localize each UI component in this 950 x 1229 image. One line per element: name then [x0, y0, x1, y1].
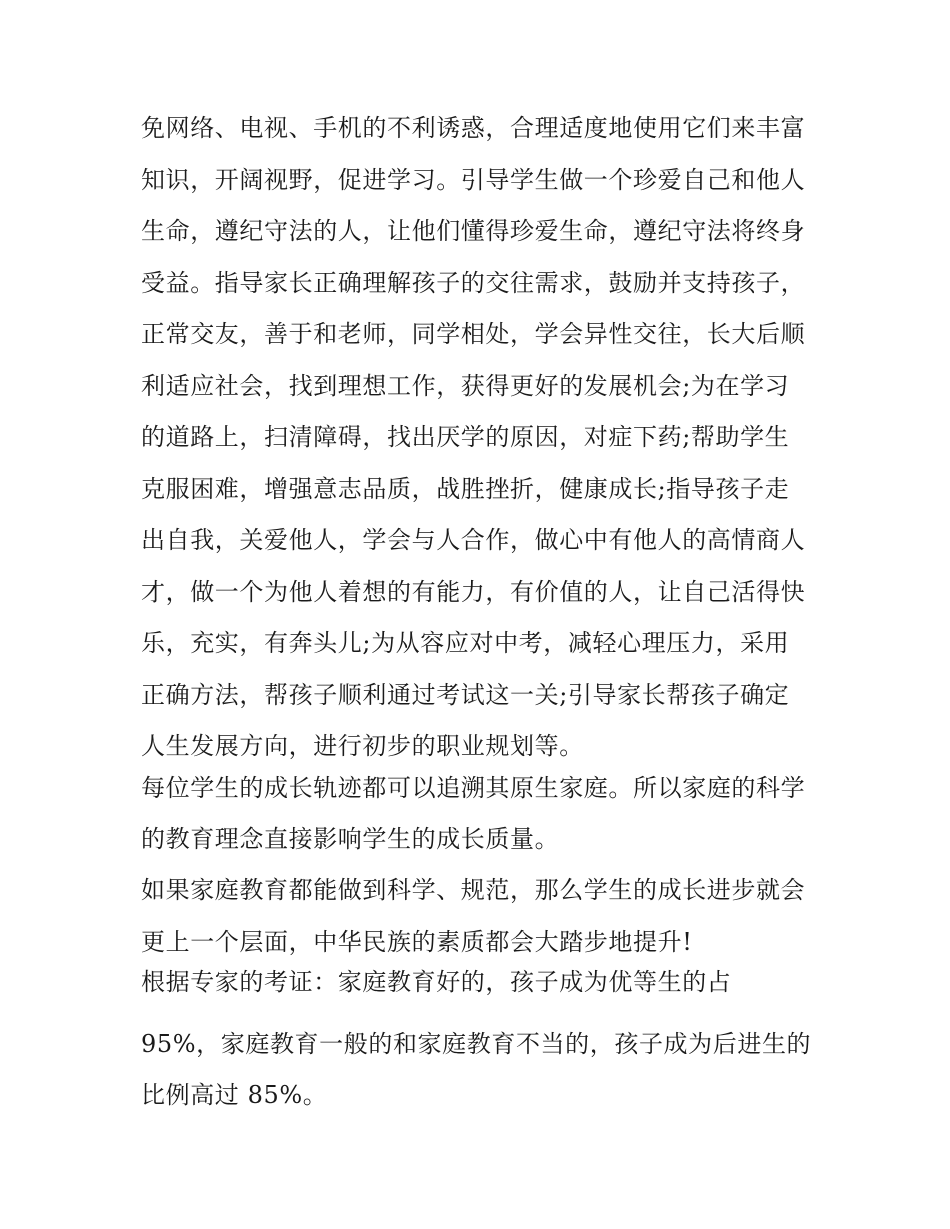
- text-line: 利适应社会，找到理想工作，获得更好的发展机会;为在学习: [141, 372, 790, 400]
- text-line: 乐，充实，有奔头儿;为从容应对中考，减轻心理压力，采用: [141, 629, 790, 657]
- text-line: 95%，家庭教育一般的和家庭教育不当的，孩子成为后进生的: [141, 1030, 812, 1058]
- text-line: 生命，遵纪守法的人，让他们懂得珍爱生命，遵纪守法将终身: [141, 217, 806, 245]
- text-line: 受益。指导家长正确理解孩子的交往需求，鼓励并支持孩子，: [141, 269, 806, 297]
- text-line: 出自我，关爱他人，学会与人合作，做心中有他人的高情商人: [141, 526, 806, 554]
- text-line: 克服困难，增强意志品质，战胜挫折，健康成长;指导孩子走: [141, 475, 790, 503]
- text-line: 更上一个层面，中华民族的素质都会大踏步地提升!: [141, 928, 693, 956]
- text-line: 正常交友，善于和老师，同学相处，学会异性交往，长大后顺: [141, 320, 806, 348]
- text-line: 比例高过 85%。: [141, 1081, 328, 1109]
- text-line: 才，做一个为他人着想的有能力，有价值的人，让自己活得快: [141, 578, 806, 606]
- text-line: 的教育理念直接影响学生的成长质量。: [141, 825, 560, 853]
- text-line: 正确方法，帮孩子顺利通过考试这一关;引导家长帮孩子确定: [141, 681, 790, 709]
- text-line: 人生发展方向，进行初步的职业规划等。: [141, 732, 584, 760]
- text-line: 知识，开阔视野，促进学习。引导学生做一个珍爱自己和他人: [141, 166, 806, 194]
- paragraph-line: 如果家庭教育都能做到科学、规范，那么学生的成长进步就会: [141, 876, 806, 904]
- text-line: 免网络、电视、手机的不利诱惑，合理适度地使用它们来丰富: [141, 114, 806, 142]
- paragraph-line: 根据专家的考证：家庭教育好的，孩子成为优等生的占: [141, 968, 732, 996]
- text-line: 的道路上，扫清障碍，找出厌学的原因，对症下药;帮助学生: [141, 423, 790, 451]
- paragraph-line: 每位学生的成长轨迹都可以追溯其原生家庭。所以家庭的科学: [141, 774, 806, 802]
